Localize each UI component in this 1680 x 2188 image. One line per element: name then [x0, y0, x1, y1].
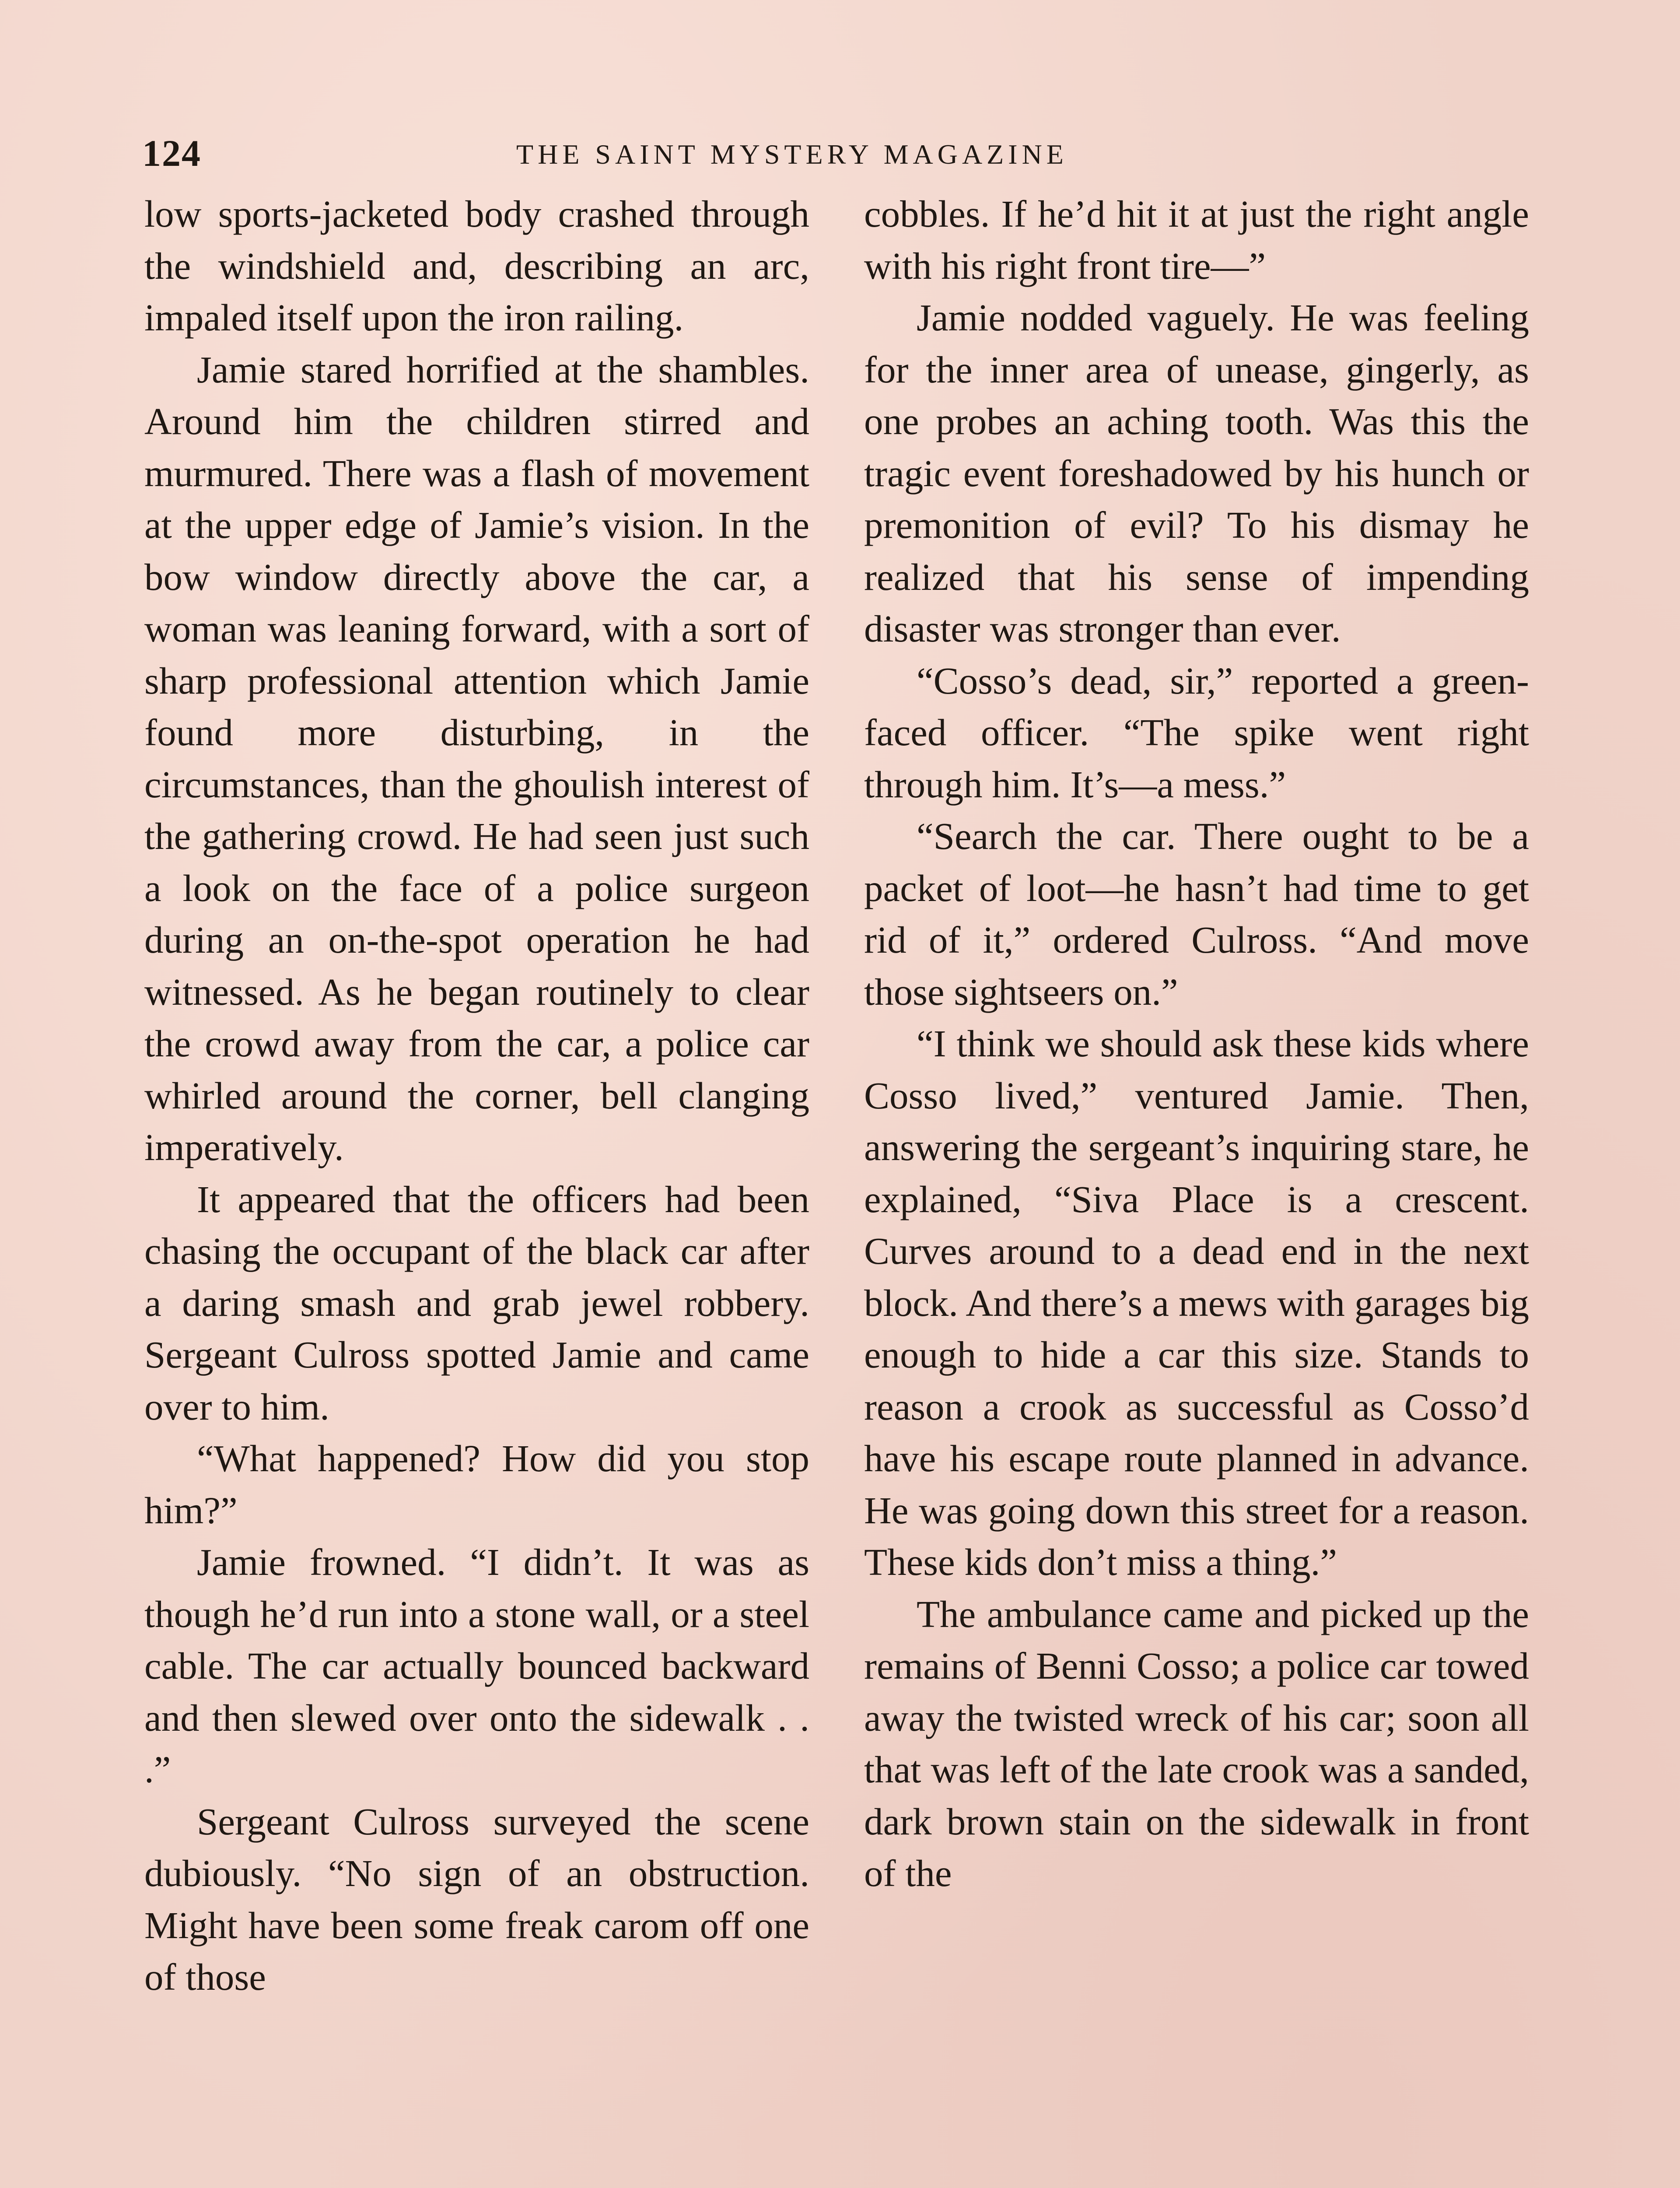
paragraph: It appeared that the officers had been chasing the occupant of the black car after a daring smash and grab jewel robbery. Sergeant Culross spotted Jamie and came over to him. — [144, 1178, 809, 1428]
page-number: 124 — [142, 132, 201, 174]
running-title: THE SAINT MYSTERY MAGAZINE — [516, 139, 1068, 170]
paragraph: “What happened? How did you stop him?” — [144, 1437, 809, 1532]
paragraph: “Search the car. There ought to be a packet of loot—he hasn’t had time to get rid of it,” ordered Culross. “And move those sightseers on.” — [864, 815, 1529, 1013]
paragraph: “Cosso’s dead, sir,” reported a green-faced officer. “The spike went right through him. It’s—a mess.” — [864, 659, 1529, 806]
paragraph: Jamie stared horrified at the shambles. Around him the children stirred and murmured. There was a flash of movement at the upper edge of Jamie’s vision. In the bow window directly above the car, a woman was leaning forward, with a sort of sharp professional attention which Jamie found more disturbing, in the circumstances, than the ghoulish interest of the gathering crowd. He had seen just such a look on the face of a police surgeon during an on-the-spot operation he had witnessed. As he began routinely to clear the crowd away from the car, a police car whirled around the corner, bell clanging imperatively. — [144, 348, 809, 1168]
paragraph: Jamie nodded vaguely. He was feeling for the inner area of unease, gingerly, as one probes an aching tooth. Was this the tragic event foreshadowed by his hunch or premonition of evil? To his dismay he realized that his sense of impending disaster was stronger than ever. — [864, 296, 1529, 650]
paragraph: cobbles. If he’d hit it at just the right angle with his right front tire—” — [864, 193, 1529, 287]
paragraph: The ambulance came and picked up the remains of Benni Cosso; a police car towed away the twisted wreck of his car; soon all that was left of the late crook was a sanded, dark brown stain on the sidewalk in front of the — [864, 1592, 1529, 1894]
paragraph: Jamie frowned. “I didn’t. It was as though he’d run into a stone wall, or a steel cable. The car actually bounced backward and then slewed over onto the sidewalk . . .” — [144, 1541, 809, 1791]
paragraph: Sergeant Culross surveyed the scene dubiously. “No sign of an obstruction. Might have been some freak carom off one of those — [144, 1800, 809, 1998]
left-column — [144, 188, 809, 2188]
paragraph: “I think we should ask these kids where Cosso lived,” ventured Jamie. Then, answering the sergeant’s inquiring stare, he explained, “Siva Place is a crescent. Curves around to a dead end in the next block. And there’s a mews with garages big enough to hide a car this size. Stands to reason a crook as successful as Cosso’d have his escape route planned in advance. He was going down this street for a reason. These kids don’t miss a thing.” — [864, 1022, 1529, 1583]
paragraph: low sports-jacketed body crashed through the windshield and, describing an arc, impaled itself upon the iron railing. — [144, 193, 809, 339]
right-column — [864, 188, 1529, 2188]
page-header — [0, 127, 1680, 179]
